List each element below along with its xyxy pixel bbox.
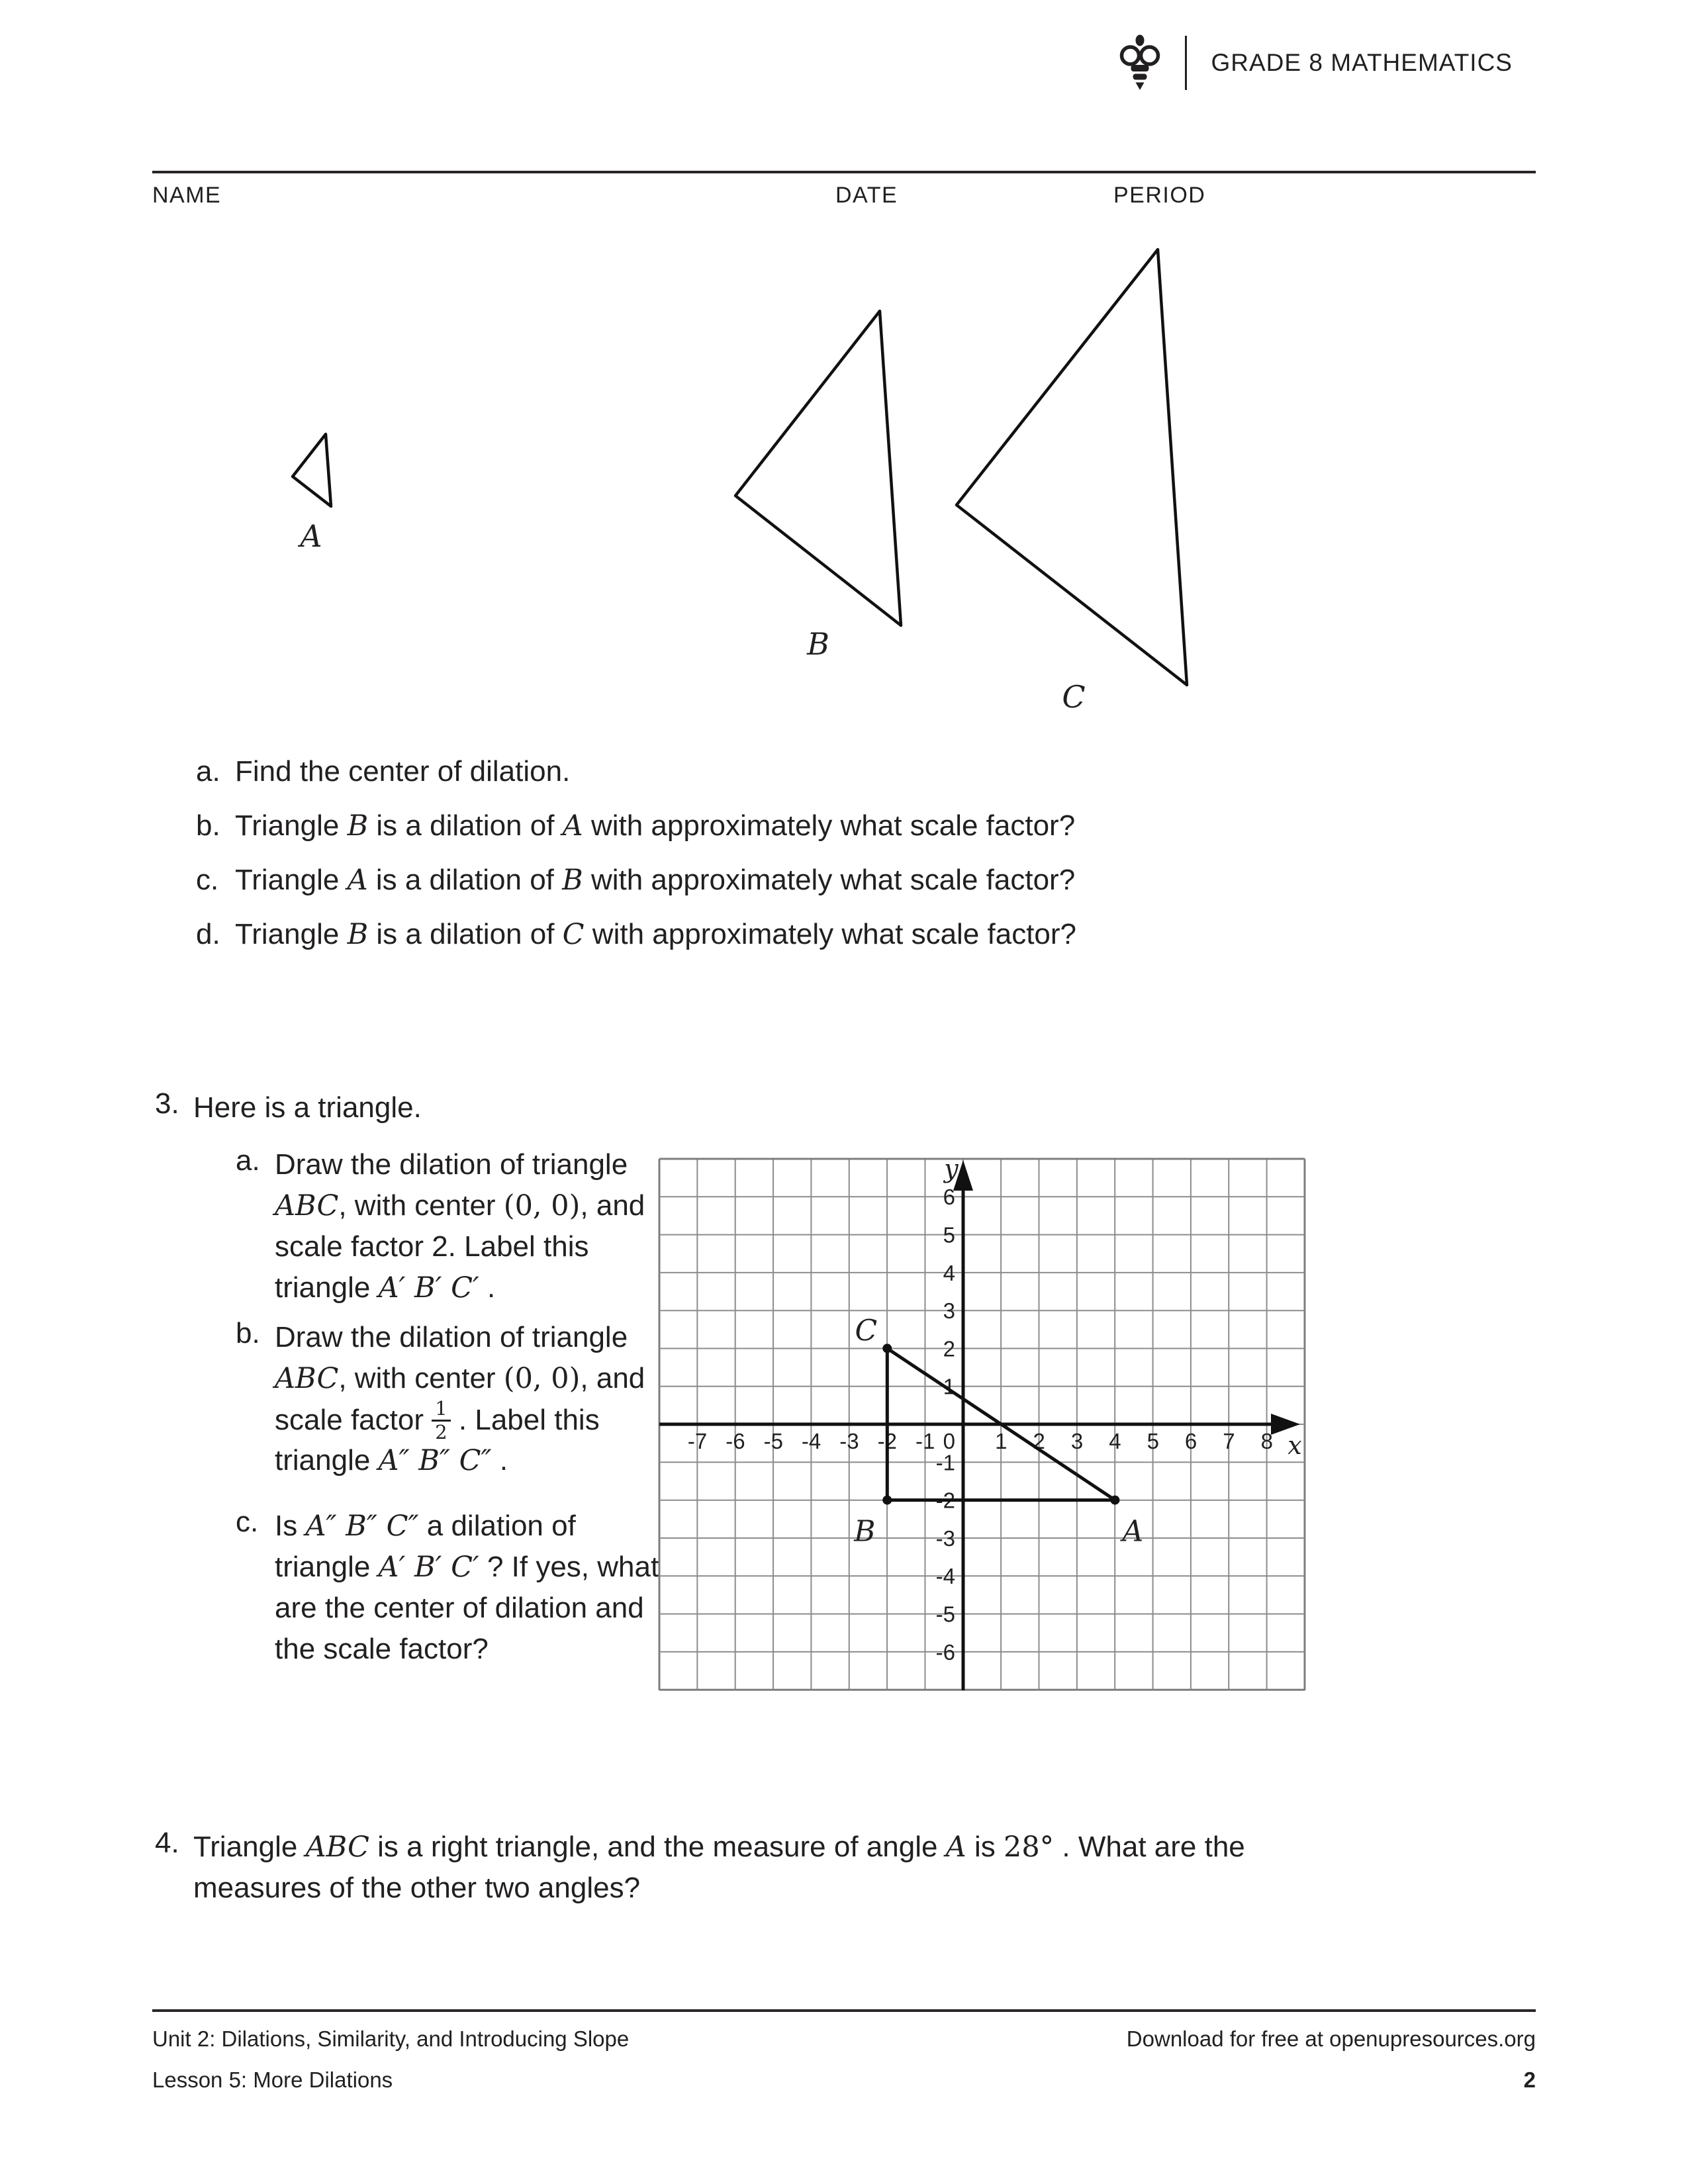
- text: is a dilation of: [368, 918, 563, 950]
- text-line: [275, 1506, 659, 1547]
- item-letter: a.: [196, 755, 220, 788]
- triangle-B: [735, 311, 901, 625]
- footer-page-number: 2: [1523, 2068, 1536, 2092]
- item-letter: b.: [196, 809, 220, 842]
- item-text: [275, 1317, 645, 1481]
- y-tick-label: 3: [943, 1298, 955, 1324]
- q3-item-c: [236, 1506, 659, 1670]
- text: the scale factor?: [275, 1633, 489, 1665]
- text: . What are the: [1054, 1831, 1245, 1863]
- text-line: [275, 1629, 659, 1670]
- item-letter: a.: [236, 1144, 260, 1177]
- x-tick-label: 3: [1070, 1429, 1084, 1453]
- math-text: A″ B″ C″: [305, 1510, 419, 1543]
- item-text: [235, 918, 1076, 950]
- text: Triangle: [235, 809, 348, 842]
- text: is: [966, 1831, 1004, 1863]
- item-text: [235, 755, 570, 788]
- math-text: A″ B″ C″: [378, 1444, 492, 1477]
- x-tick-label: -2: [877, 1429, 897, 1453]
- text: scale factor 2. Label this: [275, 1230, 589, 1263]
- item-text: [275, 1144, 645, 1308]
- period-label: PERIOD: [1113, 183, 1206, 208]
- vertex-label-C: C: [855, 1314, 878, 1348]
- item-text: [235, 809, 1075, 842]
- text-line: [275, 1185, 645, 1226]
- text: Is: [275, 1510, 306, 1542]
- vertex-label-B: B: [854, 1514, 876, 1549]
- y-tick-label: -4: [935, 1564, 955, 1589]
- y-tick-label: -1: [935, 1450, 955, 1475]
- text-line: [275, 1440, 645, 1481]
- q2-item-b: [196, 808, 1075, 844]
- triangle-label-C: C: [1062, 679, 1086, 715]
- triangle-label-A: A: [300, 518, 322, 554]
- name-label: NAME: [152, 183, 222, 208]
- text: with approximately what scale factor?: [583, 864, 1076, 896]
- math-text: A: [945, 1831, 966, 1864]
- math-text: A′ B′ C′: [378, 1271, 479, 1304]
- q2-item-a: [196, 754, 570, 790]
- text: measures of the other two angles?: [193, 1872, 641, 1904]
- text-line: [193, 1868, 1245, 1909]
- math-text: ABC: [275, 1189, 339, 1222]
- footer-download: Download for free at openupresources.org: [1126, 2026, 1536, 2051]
- x-tick-label: 8: [1260, 1429, 1273, 1453]
- x-tick-label: -3: [839, 1429, 859, 1453]
- item-letter: c.: [236, 1506, 259, 1538]
- vertex-dot-A: [1110, 1496, 1119, 1505]
- bee-logo-icon: [1116, 33, 1164, 93]
- vertex-dot-B: [882, 1496, 892, 1505]
- q3-item-b: [236, 1317, 645, 1481]
- question-3-intro: [155, 1087, 422, 1128]
- math-text: A: [562, 809, 583, 842]
- header-divider: [1185, 36, 1187, 90]
- x-tick-label: -6: [726, 1429, 745, 1453]
- question-number: 4.: [155, 1827, 179, 1859]
- text: , and: [580, 1189, 645, 1222]
- date-label: DATE: [835, 183, 898, 208]
- text: Triangle: [235, 864, 348, 896]
- text: with approximately what scale factor?: [583, 809, 1076, 842]
- text: Draw the dilation of triangle: [275, 1321, 628, 1353]
- q2-item-d: [196, 917, 1076, 952]
- x-tick-label: 4: [1109, 1429, 1121, 1453]
- math-text: A: [347, 864, 368, 897]
- text: is a dilation of: [367, 864, 563, 896]
- text: triangle: [275, 1551, 379, 1583]
- text-line: [275, 1358, 645, 1399]
- vertex-dot-C: [882, 1343, 892, 1353]
- math-text: B: [347, 918, 369, 951]
- x-tick-label: 5: [1147, 1429, 1159, 1453]
- item-text: [275, 1506, 659, 1670]
- text: is a dilation of: [368, 809, 563, 842]
- text: Find the center of dilation.: [235, 755, 571, 788]
- text-line: [275, 1144, 645, 1185]
- text-line: [275, 1588, 659, 1629]
- y-tick-label: 6: [943, 1185, 955, 1210]
- text: triangle: [275, 1444, 379, 1477]
- text: .: [479, 1271, 496, 1304]
- question-4: [155, 1827, 1245, 1909]
- text: , and: [580, 1362, 645, 1394]
- name-line-rule: [152, 171, 1536, 173]
- y-tick-label: -3: [935, 1525, 955, 1551]
- vertex-label-A: A: [1122, 1514, 1144, 1549]
- item-letter: d.: [196, 918, 220, 950]
- fraction: $\frac{1}{2}$: [432, 1399, 450, 1442]
- x-tick-label: 1: [995, 1429, 1008, 1453]
- math-text: (0, 0): [503, 1189, 581, 1222]
- text-line: [275, 1317, 645, 1358]
- text: with approximately what scale factor?: [584, 918, 1077, 950]
- triangle-C: [957, 250, 1187, 685]
- q3-item-a: [236, 1144, 645, 1308]
- text: triangle: [275, 1271, 379, 1304]
- text: Triangle: [193, 1831, 306, 1863]
- origin-label: 0: [943, 1429, 955, 1453]
- y-tick-label: 5: [943, 1222, 955, 1248]
- x-tick-label: 6: [1184, 1429, 1197, 1453]
- math-text: ABC: [275, 1362, 339, 1395]
- text-line: [193, 1827, 1245, 1868]
- x-axis-label: x: [1288, 1431, 1302, 1460]
- q2-item-c: [196, 862, 1075, 898]
- y-tick-label: 4: [943, 1260, 955, 1285]
- item-letter: b.: [236, 1317, 260, 1349]
- item-text: [235, 864, 1075, 896]
- y-tick-label: -2: [935, 1488, 955, 1513]
- footer-rule: [152, 2009, 1536, 2012]
- text: .: [491, 1444, 508, 1477]
- text: Triangle: [235, 918, 348, 950]
- x-tick-label: -4: [801, 1429, 821, 1453]
- footer-unit: Unit 2: Dilations, Similarity, and Introducing Slope: [152, 2026, 630, 2051]
- text: is a right triangle, and the measure of angle: [369, 1831, 946, 1863]
- y-tick-label: -6: [935, 1639, 955, 1664]
- x-tick-label: -1: [915, 1429, 935, 1453]
- math-text: (0, 0): [503, 1362, 581, 1395]
- text-line: [275, 1397, 645, 1443]
- text: ? If yes, what: [479, 1551, 659, 1583]
- math-text: B: [562, 864, 583, 897]
- question-3-intro-text: Here is a triangle.: [193, 1091, 422, 1124]
- math-text: C: [562, 918, 585, 951]
- question-number: 3.: [155, 1087, 179, 1120]
- text: . Label this: [450, 1404, 600, 1436]
- math-text: A′ B′ C′: [378, 1551, 479, 1584]
- text: , with center: [338, 1189, 504, 1222]
- item-letter: c.: [196, 864, 219, 896]
- footer-lesson: Lesson 5: More Dilations: [152, 2068, 393, 2092]
- text-line: [275, 1547, 659, 1588]
- math-text: B: [347, 809, 369, 842]
- x-tick-label: 2: [1033, 1429, 1045, 1453]
- x-tick-label: -5: [763, 1429, 783, 1453]
- dilation-triangles-figure: [265, 225, 1218, 728]
- x-tick-label: 7: [1223, 1429, 1235, 1453]
- x-tick-label: -7: [687, 1429, 708, 1453]
- text: , with center: [338, 1362, 504, 1394]
- page-title: GRADE 8 MATHEMATICS: [1211, 49, 1513, 76]
- y-tick-label: 2: [943, 1336, 955, 1361]
- math-text: ABC: [305, 1831, 369, 1864]
- coordinate-grid: [659, 1154, 1305, 1690]
- y-axis-label: y: [944, 1154, 959, 1183]
- triangle-A: [293, 434, 331, 506]
- triangle-label-B: B: [807, 626, 829, 662]
- math-text: 28°: [1003, 1831, 1055, 1864]
- y-tick-label: -5: [935, 1602, 955, 1627]
- y-tick-label: 1: [943, 1374, 955, 1399]
- text: Draw the dilation of triangle: [275, 1148, 628, 1181]
- text: scale factor: [275, 1404, 432, 1436]
- text-line: [275, 1226, 645, 1267]
- text: are the center of dilation and: [275, 1592, 644, 1624]
- text: a dilation of: [418, 1510, 576, 1542]
- text-line: [275, 1267, 645, 1308]
